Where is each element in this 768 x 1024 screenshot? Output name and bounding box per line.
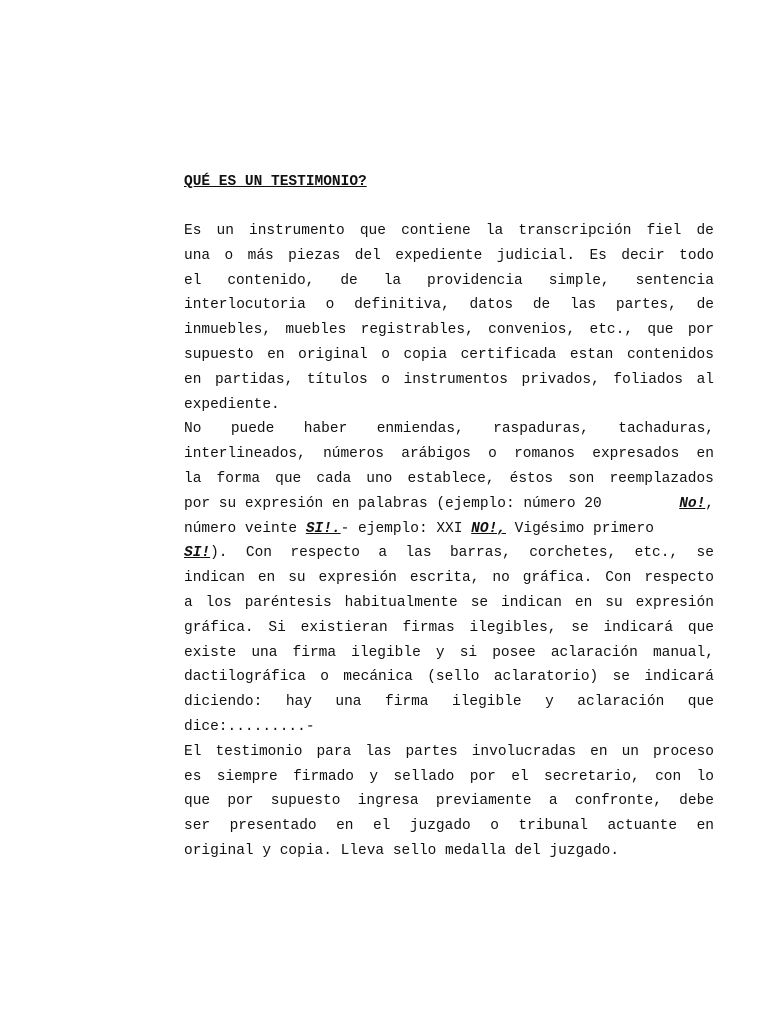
word: éstos [509,470,554,487]
word: aclaración [577,694,665,711]
word: judicial. [496,247,576,264]
word: que [687,619,714,636]
word: y [435,644,445,661]
word: partidas, [214,371,294,388]
word: Si [268,619,286,636]
word: indicará [603,619,674,636]
word: cada [316,470,352,487]
word: a [548,793,558,810]
word: se [696,545,714,562]
word: en [696,818,714,835]
word: las [365,743,392,760]
document-title: QUÉ ES UN TESTIMONIO? [184,174,367,190]
word: gráfica. [184,619,254,636]
word: todo [679,247,714,264]
word: expresados [592,446,680,463]
word: etc., [634,545,679,562]
word: firmas [402,619,455,636]
text-line-example-1: por su expresión en palabras (ejemplo: número 20 No!, [184,492,714,517]
word: la [383,272,402,289]
word: estan [569,346,614,363]
word: original [298,346,368,363]
word: partes [405,743,458,760]
line-prefix: por su expresión en palabras (ejemplo: número 20 [184,495,611,512]
word: no [492,570,510,587]
text-line: original y copia. Lleva sello medalla del juzgado. [184,842,620,859]
word: supuesto [270,793,341,810]
word: copia [403,346,448,363]
word: y [369,768,379,785]
word: establece, [407,470,495,487]
word: respecto [290,545,360,562]
word: partes, [615,297,677,314]
word: reemplazados [609,470,714,487]
word: interlineados, [184,446,306,463]
text-line [184,318,714,343]
word: ilegible [452,694,522,711]
word: del [354,247,381,264]
word: debe [679,793,714,810]
word: SI!). [184,545,228,562]
text-line [184,765,714,790]
word: enmiendas, [376,421,464,438]
word: Con [605,570,632,587]
word: No [184,421,202,438]
word: transcripción [518,223,632,239]
word: las [570,297,597,314]
word: un [621,743,640,760]
word: los [205,594,232,611]
text-line [184,740,714,765]
text-line [184,417,714,442]
word: su [605,594,623,611]
text-line [184,368,714,393]
word: o [381,371,390,388]
word: foliados [613,371,684,388]
word: presentado [229,818,317,835]
word: instrumento [249,223,345,239]
word: raspaduras, [493,421,589,438]
word: números [323,446,384,463]
emphasis-si: SI!. [305,520,341,537]
word: en [590,743,608,760]
word: existe [184,644,237,661]
word: simple, [548,272,610,289]
word: por [687,322,714,339]
word: o [488,446,497,463]
text-line [184,566,714,591]
word: son [568,470,595,487]
word: ser [184,818,211,835]
word: lo [696,768,714,785]
word: dactilográfica [184,669,306,686]
word: confronte, [574,793,662,810]
word: definitiva, [354,297,450,314]
word: siempre [216,768,278,785]
word: que [275,470,302,487]
word: en [267,346,285,363]
text-line [184,293,714,318]
word: para [316,743,352,760]
word: más [247,247,274,264]
word: diciendo: [184,694,263,711]
word: respecto [644,570,714,587]
word: su [288,570,306,587]
word: (sello [427,669,480,686]
word: una [184,247,211,264]
word: involucradas [471,743,577,760]
word: escrita, [409,570,480,587]
word: el [184,272,202,289]
word: a [184,594,193,611]
word: mecánica [343,669,413,686]
word: ilegibles, [469,619,557,636]
word: hay [285,694,312,711]
word: en [184,371,202,388]
word: de [696,223,714,239]
text-line [184,789,714,814]
emphasis-si: SI! [184,545,211,562]
word: corchetes, [529,545,617,562]
text-line [184,467,714,492]
word: proceso [653,743,714,760]
paragraph-2-part-a [184,417,714,491]
word: posee [492,644,536,661]
word: o [381,346,390,363]
word: registrables, [360,322,474,339]
word: ilegible [351,644,421,661]
word: aclaración [550,644,638,661]
word: contiene [401,223,471,239]
word: en [336,818,354,835]
word: sellado [393,768,455,785]
word: privados, [521,371,600,388]
word: barras, [449,545,511,562]
word: certificada [460,346,557,363]
word: a [378,545,388,562]
word: el [372,818,391,835]
word: al [696,371,714,388]
word: contenidos [626,346,714,363]
word: aclaratorio) [493,669,599,686]
word: instrumentos [403,371,508,388]
word: una [335,694,362,711]
text-line [184,814,714,839]
word: la [485,223,504,239]
word: o [320,669,329,686]
word: juzgado [409,818,471,835]
word: por [227,793,254,810]
word: firma [385,694,429,711]
word: arábigos [401,446,471,463]
word: manual, [652,644,714,661]
word: haber [303,421,348,438]
word: interlocutoria [184,297,306,314]
word: ingresa [357,793,419,810]
text-line-example-3 [184,541,714,566]
word: o [224,247,234,264]
word: las [405,545,432,562]
word: sentencia [635,272,714,289]
text-line [184,591,714,616]
word: tribunal [518,818,588,835]
word: expresión [318,570,397,587]
word: fiel [646,223,682,239]
word: gráfica. [522,570,593,587]
word: se [612,669,630,686]
text-line [184,219,714,244]
text-line-example-2: número veinte SI!.- ejemplo: XXI NO!, Vigésimo primero [184,520,654,537]
word: que [184,793,211,810]
word: datos [469,297,514,314]
word: El [184,743,202,760]
word: piezas [288,247,341,264]
word: Es [589,247,607,264]
word: o [325,297,335,314]
word: una [251,644,278,661]
word: actuante [607,818,678,835]
text-line [184,690,714,715]
word: si [459,644,478,661]
word: indican [501,594,562,611]
word: tachaduras, [618,421,714,438]
word: habitualmente [344,594,458,611]
word: indican [184,570,245,587]
word: en [574,594,593,611]
word: forma [216,470,261,487]
text-line: dice:.........- [184,718,315,735]
word: es [184,768,202,785]
word: se [571,619,589,636]
word: paréntesis [244,594,332,611]
word: títulos [306,371,368,388]
paragraph-1 [184,219,714,393]
text-line [184,665,714,690]
word: la [184,470,202,487]
word: de [696,297,714,314]
word: expresión [635,594,714,611]
word: un [216,223,234,239]
word: firma [292,644,337,661]
word: secretario, [544,768,640,785]
word: o [490,818,499,835]
emphasis-no: NO!, [471,520,506,537]
word: muebles [285,322,347,339]
word: inmuebles, [184,322,272,339]
word: con [655,768,682,785]
word: de [340,272,358,289]
word: testimonio [215,743,303,760]
word: el [511,768,529,785]
word: firmado [293,768,354,785]
word: previamente [435,793,532,810]
paragraph-3 [184,740,714,839]
word: y [545,694,554,711]
word: romanos [514,446,575,463]
word: se [470,594,489,611]
text-line [184,269,714,294]
text-line [184,616,714,641]
word: por [469,768,496,785]
emphasis-no: No! [679,495,706,512]
word: providencia [427,272,523,289]
word: Es [184,223,202,239]
text-line [184,343,714,368]
word: que [647,322,674,339]
text-line [184,641,714,666]
text-line [184,442,714,467]
word: uno [366,470,393,487]
word: convenios, [488,322,576,339]
word: indicará [644,669,714,686]
word: etc., [589,322,634,339]
word: de [532,297,551,314]
text-line: expediente. [184,396,280,413]
word: en [696,446,714,463]
word: decir [621,247,665,264]
text-line [184,244,714,269]
word: que [687,694,714,711]
paragraph-2-part-b [184,566,714,715]
document-body [184,170,714,864]
word: supuesto [184,346,254,363]
word: expediente [395,247,483,264]
word: puede [230,421,275,438]
word: en [257,570,276,587]
word: Con [245,545,272,562]
word: que [359,223,386,239]
word: contenido, [227,272,315,289]
word: existieran [300,619,388,636]
